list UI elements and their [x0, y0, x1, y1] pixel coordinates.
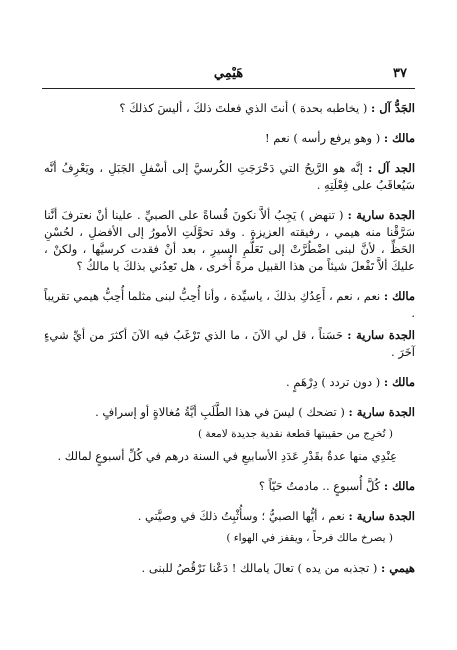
running-title: هَيْمِي	[213, 66, 244, 81]
speaker-name: مالك :	[383, 131, 415, 145]
stage-direction: ( يصرخ مالك فرحاً ، ويقفز في الهواء )	[226, 532, 393, 544]
stage-direction: ( تُخرِج من حقيبتها قطعة نقدية جديدة لامعة )	[198, 428, 393, 440]
line-text: نعم ، نعم ، أَعِدُكِ بذلكَ ، ياسيِّدة ، وأنا أُحِبُّ لبنى مثلما أُحِبُّ هيمي تقريباً .	[44, 289, 415, 320]
dialogue-line	[44, 560, 415, 577]
dialogue-line	[44, 130, 415, 147]
speaker-name: مالك :	[383, 289, 416, 303]
line-text: ( وهو يرفع رأسه ) نعم !	[265, 131, 381, 145]
page-header	[42, 66, 415, 88]
speaker-name: مالك :	[383, 375, 415, 389]
dialogue-text	[44, 100, 415, 590]
dialogue-continuation: عِنْدِي منها عدةٌ بقَدْرِ عَدَدِ الأسابيعِ في السنة درهم في كُلِّ أسبوعٍ لمالك .	[57, 449, 397, 463]
dialogue-line	[44, 374, 415, 391]
speaker-name: هيمي :	[380, 561, 415, 575]
dialogue-line	[44, 288, 415, 322]
line-text: ( تضحك ) ليسَ في هذا الطَّلَبِ أيَّةُ مُغالاةٍ أو إسرافٍ .	[95, 405, 345, 419]
dialogue-line	[44, 327, 415, 361]
speaker-name: الجدة سارية :	[347, 328, 416, 342]
header-rule	[42, 88, 415, 89]
speaker-name: الجدة سارية :	[347, 208, 415, 222]
dialogue-line	[44, 404, 415, 421]
speaker-name: الجد آل :	[368, 161, 416, 175]
speaker-name: مالك :	[383, 479, 415, 493]
dialogue-line	[44, 160, 415, 194]
line-text: إنَّه هو الرَّيحُ التي دَحْرَجَتِ الكُرسيَّ إلى أسْفلِ الجَبَلِ ، ويَعْرِفُ أنَّه سَيُعاقَبُ على فِعْلَتِهِ .	[44, 161, 415, 192]
dialogue-line	[44, 100, 415, 117]
line-text: نعم ، أيُّها الصبيُّ ؛ وسأُثْبِتُ ذلكَ في وصيَّتي .	[137, 509, 345, 523]
speaker-name: الجدة سارية :	[348, 509, 415, 523]
dialogue-line	[44, 478, 415, 495]
line-text: كُلَّ أُسبوعٍ .. مادمتُ حَيّاً ؟	[258, 479, 381, 493]
speaker-name: الجَدُّ آل :	[371, 101, 415, 115]
dialogue-line	[44, 508, 415, 525]
line-text: ( يخاطبه بحدة ) أنتَ الذي فعلتَ ذلكَ ، أليسَ كذلكَ ؟	[119, 101, 368, 115]
line-text: ( تجذبه من يده ) تعالَ يامالك ! دَعْنا نَرْقُصُ للبنى .	[141, 561, 378, 575]
line-text: حَسَناً ، قل لي الآنَ ، ما الذي تَرْغَبُ فيه الآنَ أكثرَ من أيِّ شيءٍ آخَرَ .	[44, 328, 415, 359]
line-text: ( تنهض ) يَجِبُ ألاَّ نكونَ قُساةً على الصبيِّ . علينا أنْ نعترفَ أنَّنا سَرَّقْنا منه هيمي ، رفيقته العزيزة . وقد تحوَّلَتِ الأمورُ إلى الأفضلِ ، لحُسْنِ الحَظِّ ، لأنَّ لبنى اضْطُرَّتْ إلى تَعَلُّمِ السيرِ ، بعد أنْ فقدت كرسيَّها ، ولكنْ ، عليكَ ألاَّ تَفْعلَ شيئاً من هذا القبيل مرةً أُخرى ، هل تَعِدُني بذلكَ يا مالكُ ؟	[44, 208, 415, 273]
page-number: ٣٧	[393, 66, 407, 81]
line-text: ( دون تردد ) دِرْهَمٍ .	[286, 375, 381, 389]
speaker-name: الجدة سارية :	[348, 405, 415, 419]
dialogue-line	[44, 207, 415, 275]
